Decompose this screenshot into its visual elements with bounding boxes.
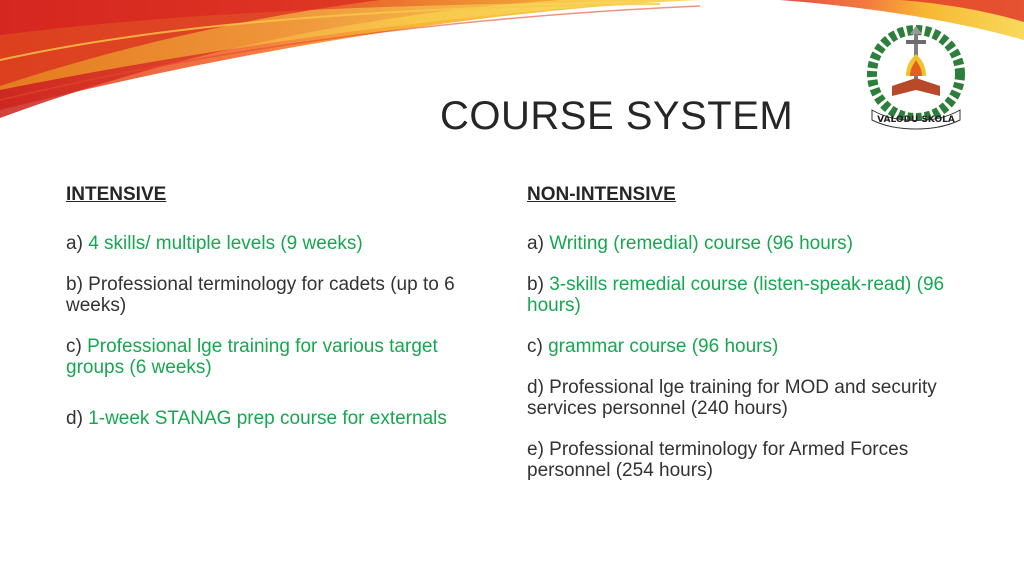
intensive-column xyxy=(66,184,486,449)
non-intensive-item-b: b) 3-skills remedial course (listen-speak-read) (96 hours) xyxy=(527,274,945,316)
non-intensive-column xyxy=(527,184,967,501)
intensive-item-b: b) Professional terminology for cadets (up to 6 weeks) xyxy=(66,274,455,316)
intensive-heading: INTENSIVE xyxy=(66,184,167,205)
page-title: COURSE SYSTEM xyxy=(440,94,794,138)
non-intensive-item-d: d) Professional lge training for MOD and security services personnel (240 hours) xyxy=(527,377,937,419)
intensive-item-d: d) 1-week STANAG prep course for externals xyxy=(66,408,447,429)
valodu-skola-logo xyxy=(866,24,966,130)
intensive-item-c: c) Professional lge training for various target groups (6 weeks) xyxy=(66,336,438,378)
non-intensive-heading: NON-INTENSIVE xyxy=(527,184,676,205)
non-intensive-item-a: a) Writing (remedial) course (96 hours) xyxy=(527,233,853,254)
svg-text:VALODU SKOLA: VALODU SKOLA xyxy=(877,115,955,125)
non-intensive-item-c: c) grammar course (96 hours) xyxy=(527,336,779,357)
intensive-item-a: a) 4 skills/ multiple levels (9 weeks) xyxy=(66,233,363,254)
non-intensive-item-e: e) Professional terminology for Armed Forces personnel (254 hours) xyxy=(527,439,909,481)
